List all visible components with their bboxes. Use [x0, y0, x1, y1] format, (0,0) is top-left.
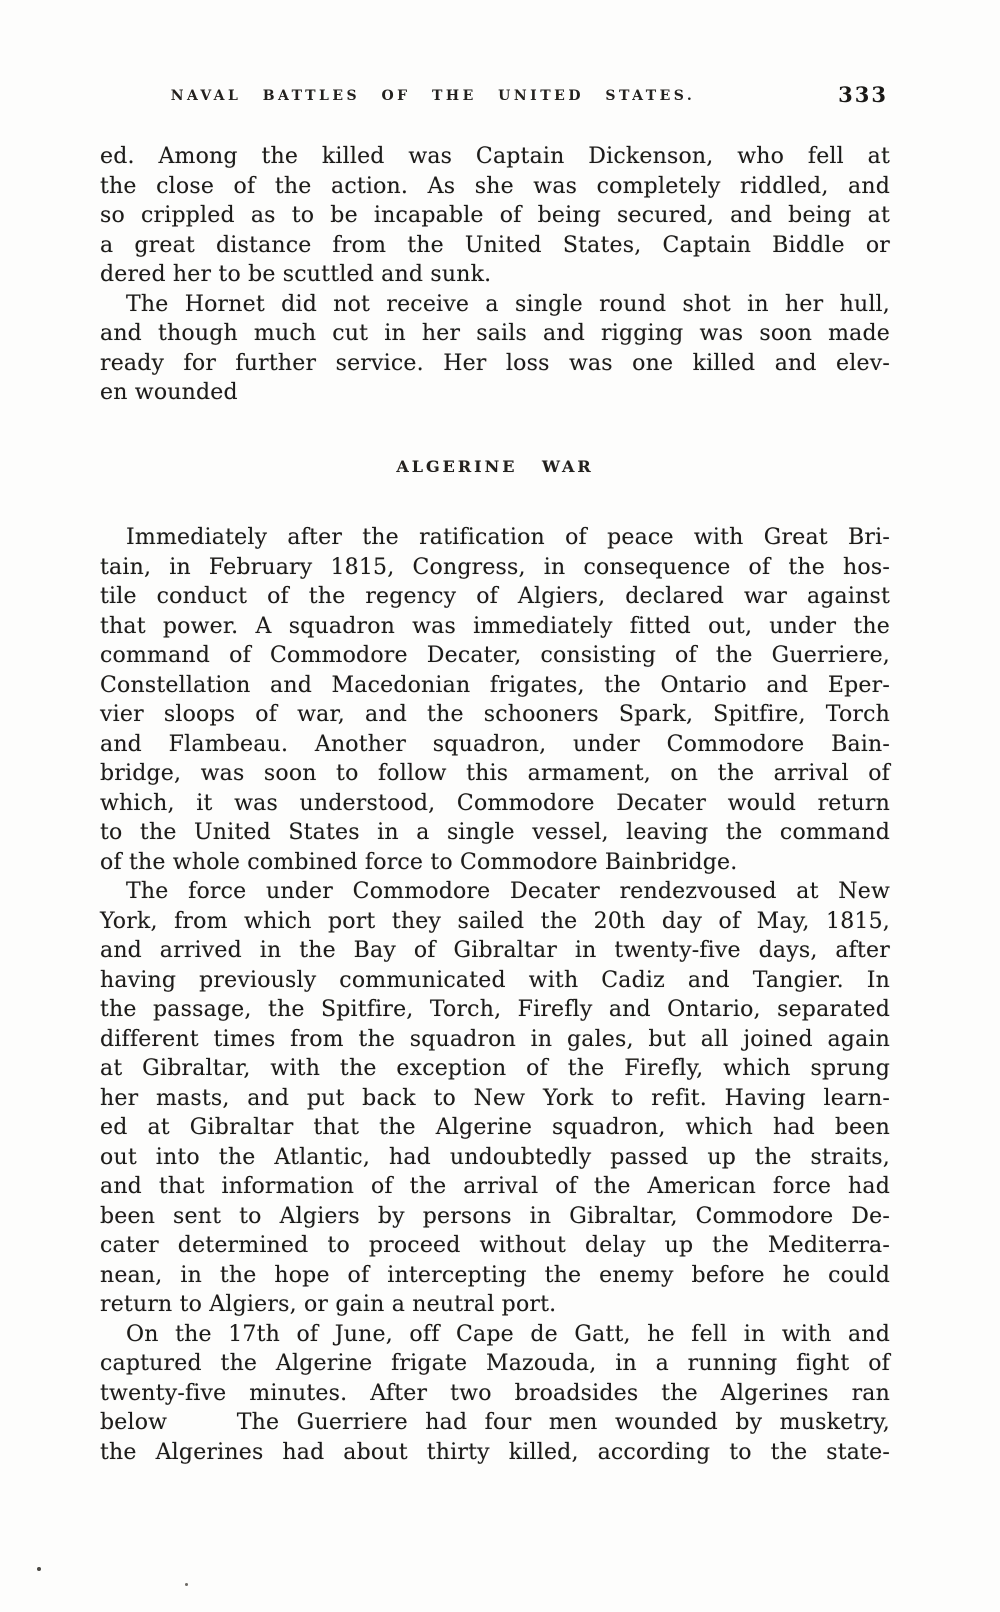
text-line: ed. Among the killed was Captain Dickenson, who fell at: [100, 144, 890, 169]
page-number: 333: [838, 82, 888, 107]
text-line: The Hornet did not receive a single round shot in her hull,: [126, 291, 890, 317]
paragraph: [100, 142, 890, 290]
scan-artifact-dot: [37, 1567, 41, 1571]
text-line: the passage, the Spitfire, Torch, Firefly and Ontario, separated: [100, 997, 890, 1022]
text-line: out into the Atlantic, had undoubtedly passed up the straits,: [100, 1144, 890, 1170]
text-line: return to Algiers, or gain a neutral port.: [100, 1292, 557, 1317]
text-line: tile conduct of the regency of Algiers, declared war against: [100, 584, 890, 609]
text-line: the close of the action. As she was completely riddled, and: [100, 173, 890, 199]
text-line: below The Guerriere had four men wounded by musketry,: [100, 1410, 890, 1435]
text-line: and arrived in the Bay of Gibraltar in twenty-five days, after: [100, 938, 890, 963]
text-line: a great distance from the United States, Captain Biddle or: [100, 232, 890, 258]
text-line: bridge, was soon to follow this armament, on the arrival of: [100, 761, 890, 786]
text-line: ed at Gibraltar that the Algerine squadron, which had been: [100, 1115, 890, 1140]
text-line: so crippled as to be incapable of being secured, and being at: [100, 203, 890, 228]
paragraph: [100, 1320, 890, 1468]
text-line: of the whole combined force to Commodore Bainbridge.: [100, 849, 738, 875]
text-line: York, from which port they sailed the 20th day of May, 1815,: [100, 908, 890, 934]
text-line: Constellation and Macedonian frigates, the Ontario and Eper-: [100, 672, 890, 698]
paragraph: [100, 523, 890, 877]
scan-artifact-dot: [185, 1583, 188, 1586]
text-line: and that information of the arrival of the American force had: [100, 1174, 890, 1199]
text-line: the Algerines had about thirty killed, according to the state-: [100, 1439, 890, 1465]
text-line: cater determined to proceed without delay up the Mediterra-: [100, 1233, 890, 1258]
text-line: different times from the squadron in gales, but all joined again: [100, 1026, 890, 1052]
text-line: having previously communicated with Cadiz and Tangier. In: [100, 967, 890, 993]
text-line: and though much cut in her sails and rigging was soon made: [100, 321, 890, 346]
text-line: en wounded: [100, 380, 238, 405]
text-line: that power. A squadron was immediately fitted out, under the: [100, 613, 890, 639]
text-line: to the United States in a single vessel, leaving the command: [100, 820, 890, 845]
paragraph: [100, 877, 890, 1320]
text-line: and Flambeau. Another squadron, under Commodore Bain-: [100, 731, 890, 757]
text-line: The force under Commodore Decater rendezvoused at New: [126, 879, 890, 904]
text-line: Immediately after the ratification of peace with Great Bri-: [126, 525, 890, 550]
text-line: tain, in February 1815, Congress, in consequence of the hos-: [100, 554, 890, 580]
running-title: NAVAL BATTLES OF THE UNITED STATES.: [170, 88, 696, 104]
text-line: been sent to Algiers by persons in Gibraltar, Commodore De-: [100, 1203, 890, 1229]
text-line: ready for further service. Her loss was one killed and elev-: [100, 350, 890, 376]
text-line: which, it was understood, Commodore Decater would return: [100, 790, 890, 816]
text-line: vier sloops of war, and the schooners Spark, Spitfire, Torch: [100, 702, 890, 727]
text-line: her masts, and put back to New York to refit. Having learn-: [100, 1085, 890, 1111]
text-line: twenty-five minutes. After two broadsides the Algerines ran: [100, 1380, 890, 1406]
text-line: captured the Algerine frigate Mazouda, in a running fight of: [100, 1351, 890, 1376]
text-line: nean, in the hope of intercepting the enemy before he could: [100, 1262, 890, 1288]
text-line: command of Commodore Decater, consisting of the Guerriere,: [100, 643, 890, 668]
text-line: dered her to be scuttled and sunk.: [100, 262, 492, 287]
running-header: [100, 82, 890, 112]
page-body: [100, 142, 890, 1467]
paragraph: [100, 290, 890, 408]
text-line: at Gibraltar, with the exception of the Firefly, which sprung: [100, 1056, 890, 1081]
section-heading: ALGERINE WAR: [396, 456, 594, 476]
text-line: On the 17th of June, off Cape de Gatt, he fell in with and: [126, 1321, 890, 1347]
